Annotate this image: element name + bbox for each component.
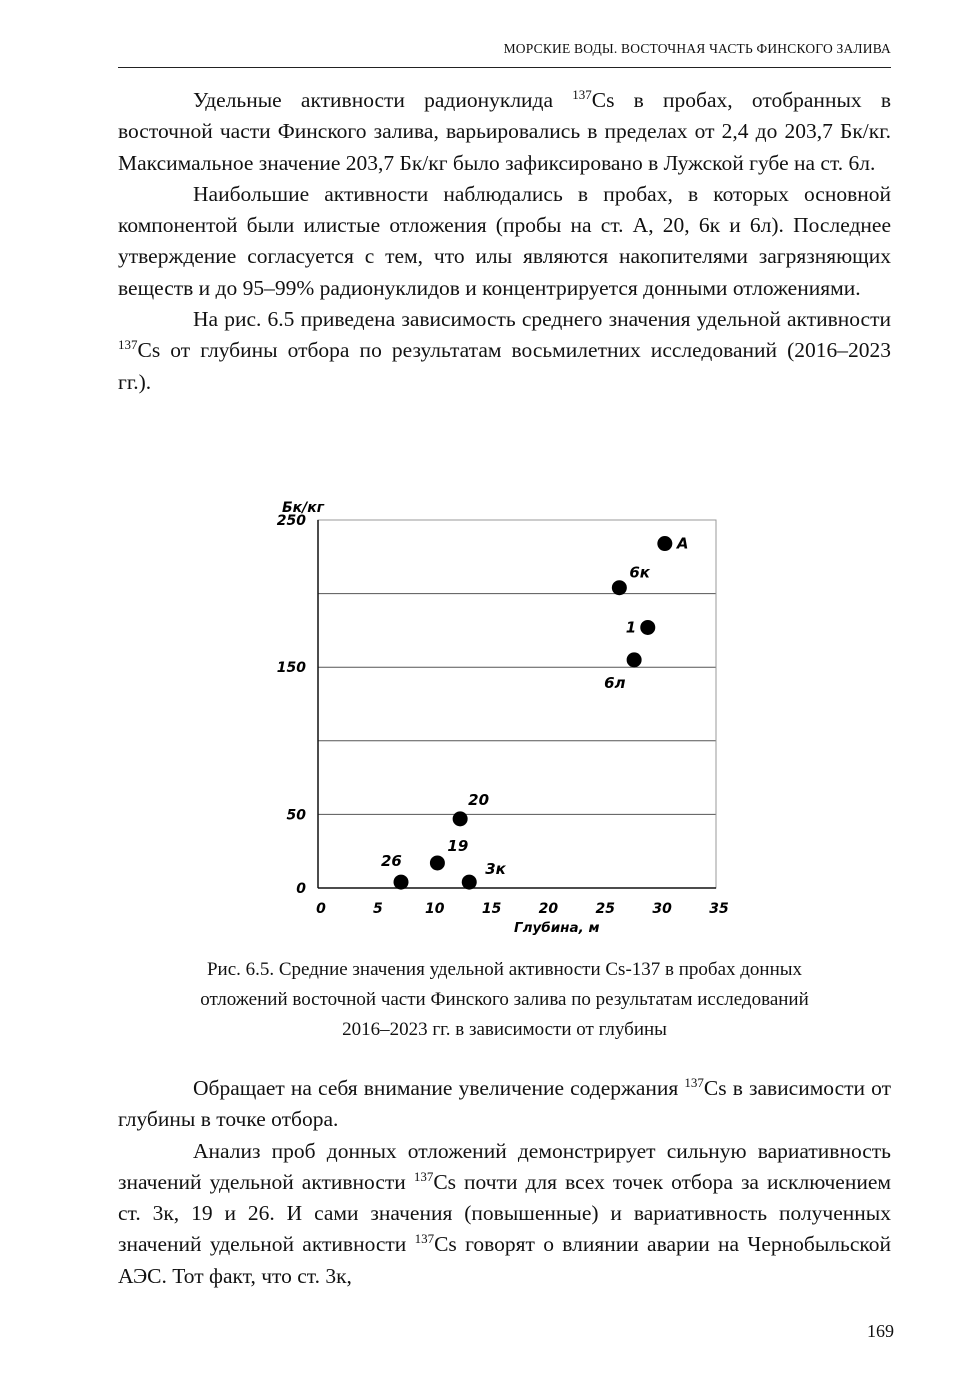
- caption-line: отложений восточной части Финского залива по результатам исследований: [200, 989, 809, 1010]
- text-run: Cs говорят о влиянии аварии на Чернобыльской АЭС. Тот факт, что ст. 3к,: [118, 1232, 891, 1288]
- text-run: Cs от глубины отбора по результатам восьмилетних исследований (2016–2023 гг.).: [118, 338, 891, 394]
- paragraph: [118, 1073, 891, 1136]
- isotope-superscript: 137: [572, 86, 592, 102]
- scatter-chart: [0, 490, 974, 950]
- y-tick-label: 0: [296, 881, 306, 897]
- data-point: [394, 875, 409, 890]
- paragraph: [118, 179, 891, 304]
- isotope-superscript: 137: [118, 337, 138, 353]
- data-point: [612, 580, 627, 595]
- page-number: 169: [867, 1321, 894, 1341]
- text-run: Cs почти для всех точек отбора за исключением ст. 3к, 19 и 26. И сами значения (повышенные) и вариативность полученных значений удельной активности: [118, 1169, 891, 1257]
- header-rule: [118, 67, 891, 68]
- x-tick-label: 0: [316, 901, 326, 917]
- point-label: 26: [381, 852, 402, 871]
- point-label: А: [676, 534, 689, 553]
- point-label: 1: [625, 618, 637, 637]
- text-run: Cs в зависимости от глубины в точке отбора.: [118, 1076, 891, 1132]
- text-run: Cs в пробах, отобранных в восточной части Финского залива, варьировались в пределах от 2,4 до 203,7 Бк/кг. Максимальное значение 203,7 Бк/кг было зафиксировано в Лужской губе на ст. 6л.: [118, 88, 892, 175]
- y-tick-label: 250: [276, 513, 306, 529]
- paragraph: [118, 85, 891, 179]
- data-point: [627, 652, 642, 667]
- caption-line: Рис. 6.5. Средние значения удельной активности Cs-137 в пробах донных: [206, 959, 803, 980]
- point-label: 6л: [604, 673, 626, 692]
- data-point: [462, 875, 477, 890]
- text-run: Обращает на себя внимание увеличение содержания: [193, 1076, 685, 1100]
- data-point: [657, 536, 672, 551]
- plot-frame: [318, 520, 716, 888]
- x-tick-label: 15: [481, 901, 502, 917]
- body-text-top: [118, 85, 891, 398]
- x-tick-label: 5: [372, 901, 383, 917]
- point-label: 20: [468, 790, 490, 809]
- x-tick-label: 35: [709, 901, 729, 917]
- isotope-superscript: 137: [414, 1231, 435, 1247]
- paragraph: [118, 304, 891, 398]
- point-label: 19: [447, 836, 469, 855]
- text-run: На рис. 6.5 приведена зависимость среднего значения удельной активности: [193, 307, 891, 332]
- y-tick-label: 150: [276, 660, 306, 677]
- x-tick-label: 20: [538, 901, 559, 917]
- data-point: [430, 855, 445, 870]
- point-label: 3к: [485, 860, 506, 879]
- y-tick-label: 50: [286, 807, 306, 824]
- figure-caption: [118, 955, 891, 1045]
- data-point: [453, 811, 468, 826]
- x-tick-label: 10: [424, 901, 445, 917]
- paragraph: [118, 1136, 891, 1292]
- isotope-superscript: 137: [684, 1074, 704, 1090]
- caption-line: 2016–2023 гг. в зависимости от глубины: [342, 1019, 667, 1040]
- text-run: Анализ проб донных отложений демонстрирует сильную вариативность значений удельной активности: [118, 1138, 891, 1194]
- x-tick-label: 25: [595, 901, 616, 917]
- data-point: [640, 620, 655, 635]
- y-axis-label: Бк/кг: [282, 500, 325, 516]
- text-run: Удельные активности радионуклида: [193, 88, 573, 112]
- x-tick-label: 30: [652, 901, 672, 917]
- x-axis-label: Глубина, м: [514, 920, 600, 936]
- text-run: Наибольшие активности наблюдались в пробах, в которых основной компонентой были илистые отложения (пробы на ст. А, 20, 6к и 6л). Последнее утверждение согласуется с тем, что илы являются накопителями загрязняющих веществ и до 95–99% радионуклидов и концентрируется донными отложениями.: [118, 181, 891, 300]
- body-text-bottom: [118, 1073, 891, 1292]
- isotope-superscript: 137: [413, 1168, 434, 1184]
- running-title: МОРСКИЕ ВОДЫ. ВОСТОЧНАЯ ЧАСТЬ ФИНСКОГО ЗАЛИВА: [503, 41, 891, 56]
- point-label: 6к: [629, 563, 650, 582]
